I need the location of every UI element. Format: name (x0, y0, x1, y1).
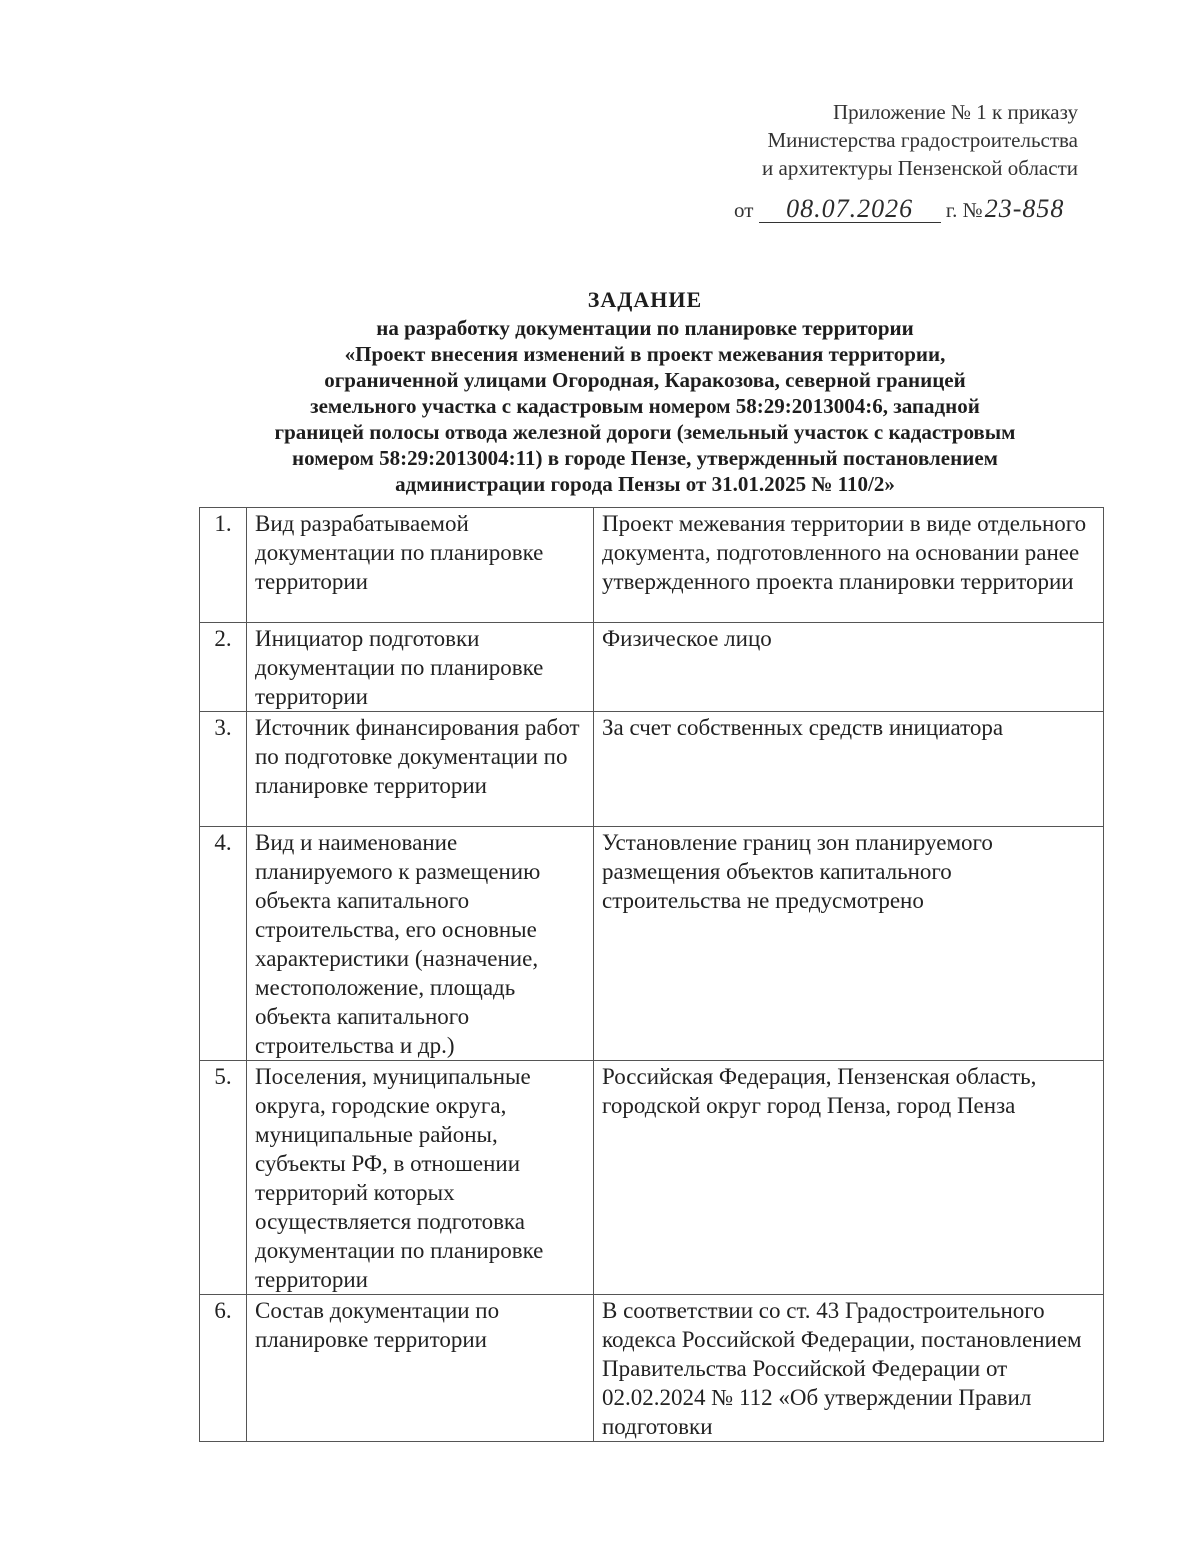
document-heading (190, 287, 1100, 497)
row-value: За счет собственных средств инициатора (594, 712, 1104, 827)
appendix-header (762, 98, 1078, 182)
row-name: Состав документации по планировке территории (247, 1295, 594, 1442)
heading-line-4: земельного участка с кадастровым номером 58:29:2013004:6, западной (310, 394, 980, 418)
row-value: Российская Федерация, Пензенская область, городской округ город Пенза, город Пенза (594, 1061, 1104, 1295)
row-number: 4. (200, 827, 247, 1061)
heading-line-5: границей полосы отвода железной дороги (земельный участок с кадастровым (274, 420, 1016, 444)
row-number: 1. (200, 508, 247, 623)
order-prefix: от (734, 198, 754, 222)
row-number: 5. (200, 1061, 247, 1295)
heading-line-1: на разработку документации по планировке территории (376, 316, 914, 340)
order-year-suffix: г. (945, 198, 958, 222)
heading-line-7: администрации города Пензы от 31.01.2025 № 110/2» (395, 472, 895, 496)
row-name: Вид и наименование планируемого к размещению объекта капитального строительства, его основные характеристики (назначение, местоположение, площадь объекта капитального строительства и др.) (247, 827, 594, 1061)
order-number-prefix: № (962, 198, 983, 222)
row-number: 2. (200, 623, 247, 712)
row-number: 6. (200, 1295, 247, 1442)
table-row (200, 508, 1104, 623)
table-row (200, 623, 1104, 712)
order-date-handwritten: 08.07.2026 (759, 196, 941, 223)
heading-line-3: ограниченной улицами Огородная, Каракозова, северной границей (324, 368, 966, 392)
row-name: Источник финансирования работ по подготовке документации по планировке территории (247, 712, 594, 827)
document-title: ЗАДАНИЕ (587, 287, 703, 312)
appendix-line-2: Министерства градостроительства (767, 128, 1078, 152)
order-number-handwritten: 23-858 (984, 194, 1065, 223)
row-value: Установление границ зон планируемого размещения объектов капитального строительства не предусмотрено (594, 827, 1104, 1061)
row-number: 3. (200, 712, 247, 827)
row-value: В соответствии со ст. 43 Градостроительного кодекса Российской Федерации, постановлением Правительства Российской Федерации от 02.02.2024 № 112 «Об утверждении Правил подготовки (594, 1295, 1104, 1442)
order-reference (734, 196, 1111, 223)
specification-table (199, 507, 1104, 1442)
appendix-line-3: и архитектуры Пензенской области (762, 156, 1078, 180)
row-name: Инициатор подготовки документации по планировке территории (247, 623, 594, 712)
row-value: Физическое лицо (594, 623, 1104, 712)
heading-line-6: номером 58:29:2013004:11) в городе Пензе, утвержденный постановлением (292, 446, 998, 470)
row-name: Поселения, муниципальные округа, городские округа, муниципальные районы, субъекты РФ, в отношении территорий которых осуществляется подготовка документации по планировке территории (247, 1061, 594, 1295)
row-value: Проект межевания территории в виде отдельного документа, подготовленного на основании ранее утвержденного проекта планировки территории (594, 508, 1104, 623)
table-row (200, 827, 1104, 1061)
table-row (200, 1061, 1104, 1295)
appendix-line-1: Приложение № 1 к приказу (833, 100, 1078, 124)
row-name: Вид разрабатываемой документации по планировке территории (247, 508, 594, 623)
table-row (200, 712, 1104, 827)
heading-line-2: «Проект внесения изменений в проект межевания территории, (344, 342, 946, 366)
table-row (200, 1295, 1104, 1442)
